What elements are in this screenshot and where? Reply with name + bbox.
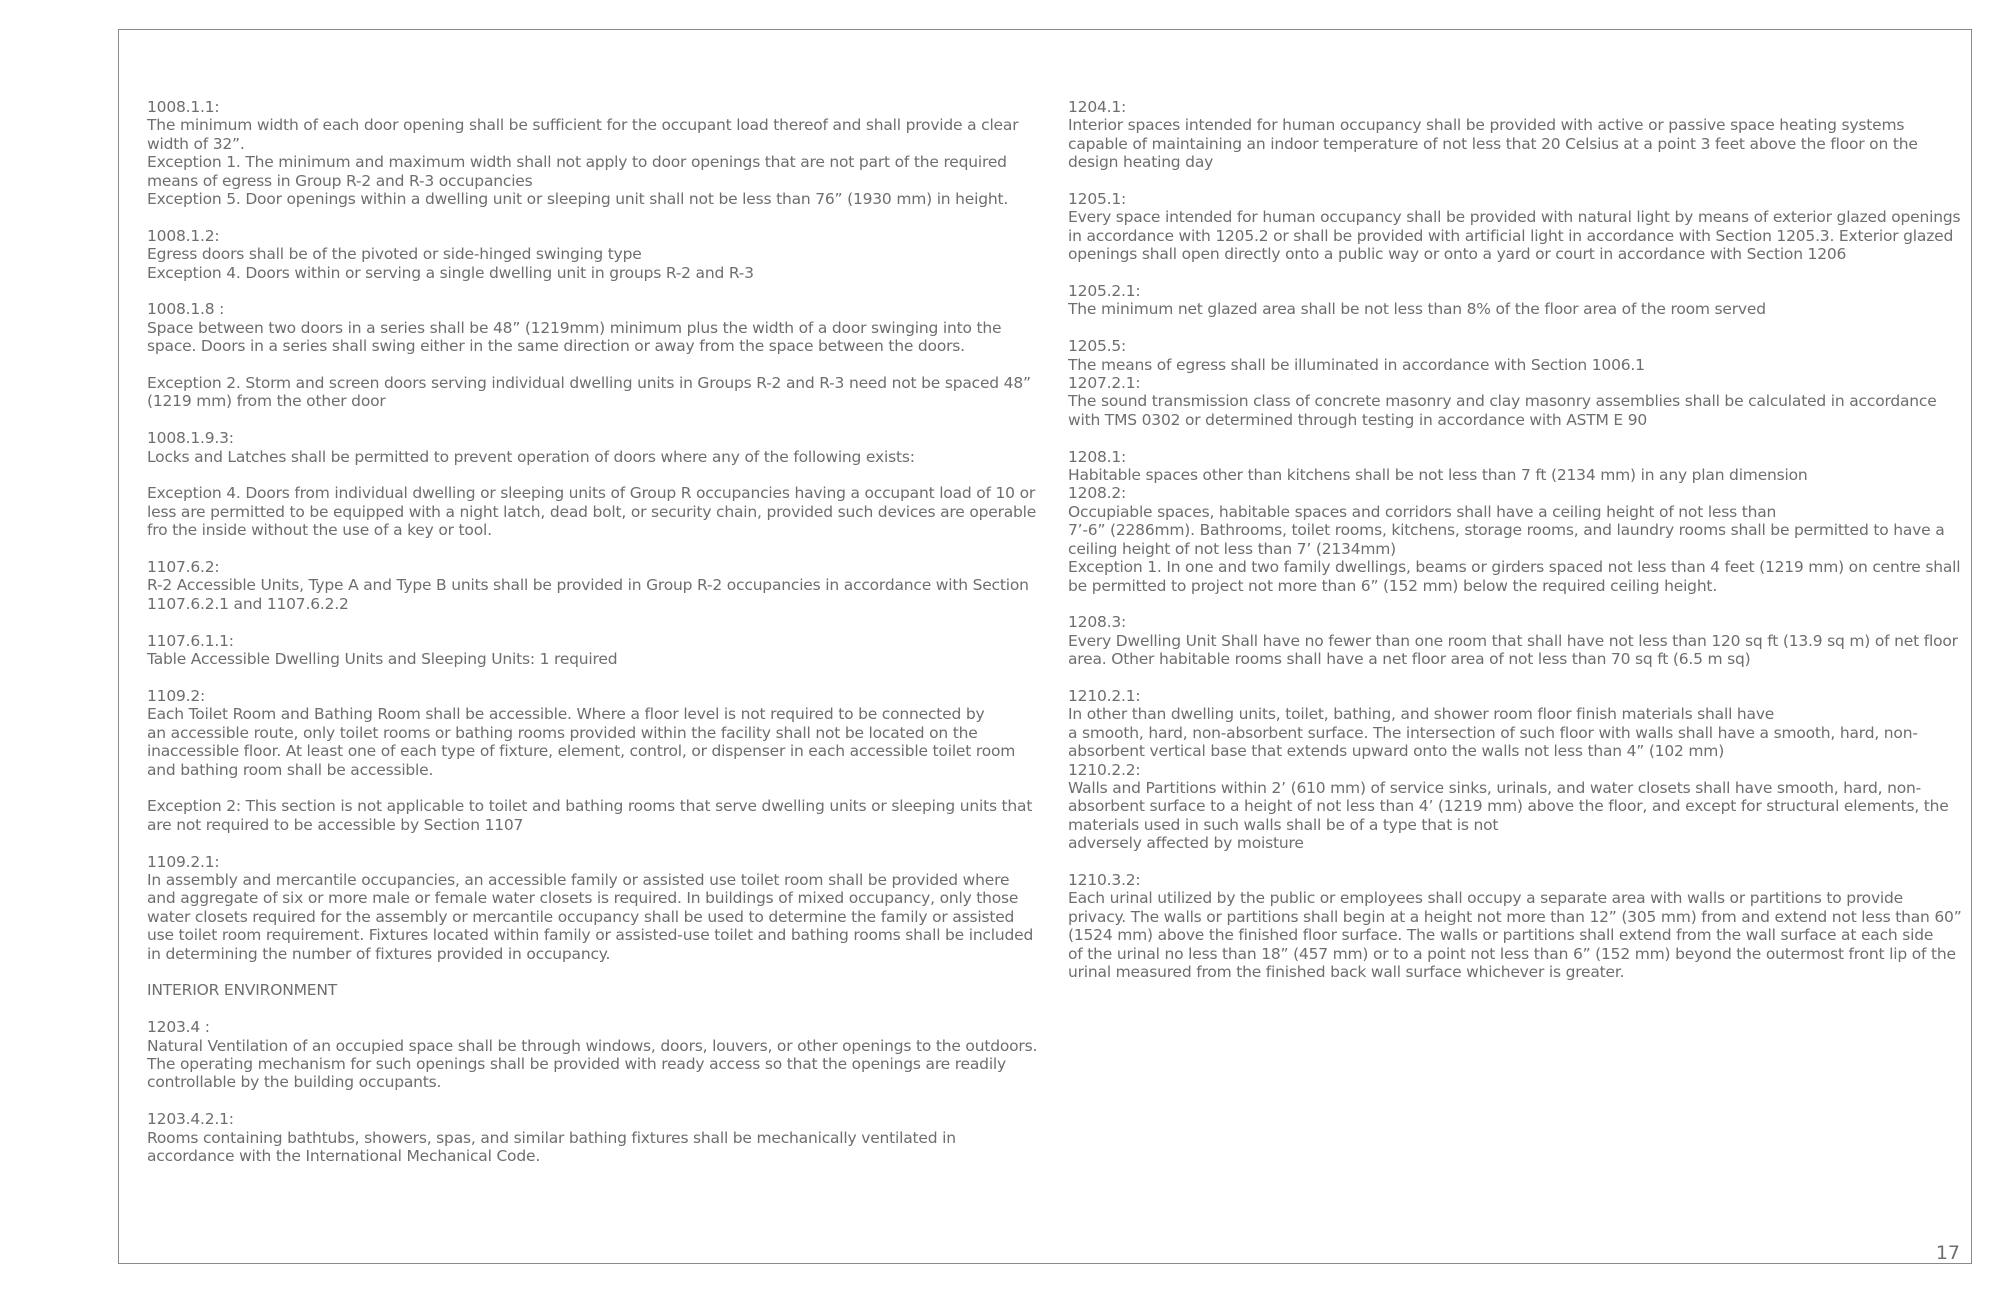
text-block	[147, 429, 1037, 466]
text-line: area. Other habitable rooms shall have a net floor area of not less than 70 sq ft (6.5 m sq)	[1068, 650, 1751, 669]
block-heading-line: 1207.2.1:	[1068, 374, 1141, 393]
text-line: Every space intended for human occupancy shall be provided with natural light by means of exterior glazed openings	[1068, 208, 1961, 227]
block-heading-line: 1008.1.8 :	[147, 300, 225, 319]
text-line: in accordance with 1205.2 or shall be provided with artificial light in accordance with Section 1205.3. Exterior glazed	[1068, 226, 1954, 245]
text-line: Exception 1. The minimum and maximum width shall not apply to door openings that are not part of the required	[147, 153, 1007, 172]
text-line: space. Doors in a series shall swing either in the same direction or away from the space between the doors.	[147, 337, 965, 356]
text-block	[147, 300, 1037, 355]
text-block	[1068, 448, 1962, 485]
text-line: of the urinal no less than 18” (457 mm) or to a point not less than 6” (152 mm) beyond the outermost front lip of the	[1068, 944, 1956, 963]
block-heading-line: 1205.1:	[1068, 190, 1127, 209]
text-block	[147, 227, 1037, 282]
text-line: The operating mechanism for such openings shall be provided with ready access so that the openings are readily	[147, 1054, 1007, 1073]
block-heading-line: 1109.2.1:	[147, 852, 220, 871]
text-line: and bathing room shall be accessible.	[147, 760, 434, 779]
text-line: (1524 mm) above the finished floor surface. The walls or partitions shall extend from the wall surface at each side	[1068, 926, 1934, 945]
text-block	[1068, 687, 1962, 761]
text-line: privacy. The walls or partitions shall begin at a height not more than 12” (305 mm) from and extend not less than 60”	[1068, 907, 1962, 926]
block-heading-line: 1203.4.2.1:	[147, 1110, 234, 1129]
text-line: capable of maintaining an indoor temperature of not less that 20 Celsius at a point 3 feet above the floor on the	[1068, 134, 1918, 153]
text-line: fro the inside without the use of a key or tool.	[147, 521, 492, 540]
block-heading-line: 1107.6.2:	[147, 558, 220, 577]
block-heading-line: 1109.2:	[147, 686, 206, 705]
text-block	[1068, 282, 1962, 319]
block-heading-line: Exception 4. Doors from individual dwelling or sleeping units of Group R occupancies having a occupant load of 10 or	[147, 484, 1036, 503]
block-heading-line: 1205.2.1:	[1068, 282, 1141, 301]
text-block	[147, 1018, 1037, 1092]
text-line: The means of egress shall be illuminated in accordance with Section 1006.1	[1068, 355, 1645, 374]
text-line: controllable by the building occupants.	[147, 1073, 442, 1092]
text-block	[1068, 337, 1962, 374]
block-heading-line: 1203.4 :	[147, 1018, 210, 1037]
text-line: Rooms containing bathtubs, showers, spas, and similar bathing fixtures shall be mechanically ventilated in	[147, 1128, 956, 1147]
text-block	[1068, 761, 1962, 853]
text-line: Exception 1. In one and two family dwellings, beams or girders spaced not less than 4 feet (1219 mm) on centre shall	[1068, 558, 1961, 577]
block-heading-line: 1008.1.2:	[147, 226, 220, 245]
block-heading-line: 1210.2.1:	[1068, 686, 1141, 705]
right-text-column	[1068, 98, 1962, 1000]
text-line: means of egress in Group R-2 and R-3 occupancies	[147, 171, 533, 190]
text-block	[1068, 190, 1962, 264]
text-line: width of 32”.	[147, 134, 245, 153]
text-line: 1107.6.2.1 and 1107.6.2.2	[147, 594, 349, 613]
block-heading-line: 1210.2.2:	[1068, 760, 1141, 779]
text-line: 7’-6” (2286mm). Bathrooms, toilet rooms, kitchens, storage rooms, and laundry rooms shall be permitted to have a	[1068, 521, 1945, 540]
text-line: Table Accessible Dwelling Units and Sleeping Units: 1 required	[147, 650, 618, 669]
text-line: with TMS 0302 or determined through testing in accordance with ASTM E 90	[1068, 410, 1648, 429]
text-block	[1068, 374, 1962, 429]
text-line: are not required to be accessible by Section 1107	[147, 815, 524, 834]
text-line: in determining the number of fixtures provided in occupancy.	[147, 944, 611, 963]
text-line: Walls and Partitions within 2’ (610 mm) of service sinks, urinals, and water closets shall have smooth, hard, non-	[1068, 778, 1922, 797]
text-line: absorbent surface to a height of not less than 4’ (1219 mm) above the floor, and except for structural elements, the	[1068, 797, 1949, 816]
block-heading-line: 1208.2:	[1068, 484, 1127, 503]
text-line: and aggregate of six or more male or female water closets is required. In buildings of mixed occupancy, only those	[147, 889, 1019, 908]
text-line: Exception 4. Doors within or serving a single dwelling unit in groups R-2 and R-3	[147, 263, 754, 282]
block-heading-line: 1210.3.2:	[1068, 870, 1141, 889]
text-block	[1068, 871, 1962, 981]
block-heading-line: 1107.6.1.1:	[147, 631, 234, 650]
text-line: less are permitted to be equipped with a night latch, dead bolt, or security chain, provided such devices are operable	[147, 502, 1037, 521]
text-line: Exception 5. Door openings within a dwelling unit or sleeping unit shall not be less than 76” (1930 mm) in height.	[147, 190, 1009, 209]
text-block	[147, 98, 1037, 208]
text-line: Each Toilet Room and Bathing Room shall be accessible. Where a floor level is not required to be connected by	[147, 705, 985, 724]
block-heading-line: INTERIOR ENVIRONMENT	[147, 981, 338, 1000]
text-block	[147, 374, 1037, 411]
text-line: Interior spaces intended for human occupancy shall be provided with active or passive space heating systems	[1068, 116, 1905, 135]
text-line: adversely affected by moisture	[1068, 834, 1304, 853]
block-heading-line: 1204.1:	[1068, 98, 1127, 116]
text-line: ceiling height of not less than 7’ (2134mm)	[1068, 539, 1397, 558]
text-block	[147, 853, 1037, 963]
block-heading-line: 1008.1.9.3:	[147, 429, 234, 448]
text-line: Habitable spaces other than kitchens shall be not less than 7 ft (2134 mm) in any plan dimension	[1068, 466, 1808, 485]
text-block	[147, 558, 1037, 613]
text-block	[147, 797, 1037, 834]
text-block	[147, 632, 1037, 669]
text-line: Each urinal utilized by the public or employees shall occupy a separate area with walls or partitions to provide	[1068, 889, 1904, 908]
page-number: 17	[1935, 1242, 1960, 1264]
text-line: openings shall open directly onto a public way or onto a yard or court in accordance with Section 1206	[1068, 245, 1847, 264]
text-line: Egress doors shall be of the pivoted or side-hinged swinging type	[147, 245, 642, 264]
block-heading-line: 1205.5:	[1068, 337, 1127, 356]
text-block	[147, 1110, 1037, 1165]
text-line: The minimum net glazed area shall be not less than 8% of the floor area of the room served	[1068, 300, 1766, 319]
block-heading-line: Exception 2: This section is not applicable to toilet and bathing rooms that serve dwelling units or sleeping units that	[147, 797, 1033, 816]
text-block	[1068, 613, 1962, 668]
text-line: an accessible route, only toilet rooms or bathing rooms provided within the facility shall not be located on the	[147, 723, 978, 742]
text-block	[1068, 484, 1962, 594]
text-line: In other than dwelling units, toilet, bathing, and shower room floor finish materials shall have	[1068, 705, 1775, 724]
text-block	[1068, 98, 1962, 172]
text-line: R-2 Accessible Units, Type A and Type B units shall be provided in Group R-2 occupancies in accordance with Section	[147, 576, 1029, 595]
block-heading-line: 1208.3:	[1068, 613, 1127, 632]
text-line: use toilet room requirement. Fixtures located within family or assisted-use toilet and bathing rooms shall be included	[147, 926, 1034, 945]
left-text-column	[147, 98, 1037, 1184]
text-line: be permitted to project not more than 6” (152 mm) below the required ceiling height.	[1068, 576, 1718, 595]
text-line: Locks and Latches shall be permitted to prevent operation of doors where any of the following exists:	[147, 447, 915, 466]
text-line: design heating day	[1068, 153, 1214, 172]
text-line: In assembly and mercantile occupancies, an accessible family or assisted use toilet room shall be provided where	[147, 870, 1010, 889]
text-line: Space between two doors in a series shall be 48” (1219mm) minimum plus the width of a door swinging into the	[147, 318, 1002, 337]
text-line: materials used in such walls shall be of a type that is not	[1068, 815, 1499, 834]
text-line: Occupiable spaces, habitable spaces and corridors shall have a ceiling height of not less than	[1068, 502, 1777, 521]
block-heading-line: 1208.1:	[1068, 447, 1127, 466]
block-heading-line: 1008.1.1:	[147, 98, 220, 116]
text-line: Natural Ventilation of an occupied space shall be through windows, doors, louvers, or other openings to the outdoors.	[147, 1036, 1038, 1055]
text-line: urinal measured from the finished back wall surface whichever is greater.	[1068, 962, 1625, 981]
text-line: inaccessible floor. At least one of each type of fixture, element, control, or dispenser in each accessible toilet room	[147, 742, 1016, 761]
text-line: water closets required for the assembly or mercantile occupancy shall be used to determine the family or assisted	[147, 907, 1015, 926]
text-line: absorbent vertical base that extends upward onto the walls not less than 4” (102 mm)	[1068, 742, 1725, 761]
text-block	[147, 981, 1037, 999]
block-heading-line: Exception 2. Storm and screen doors serving individual dwelling units in Groups R-2 and R-3 need not be spaced 48”	[147, 374, 1031, 393]
text-line: The minimum width of each door opening shall be sufficient for the occupant load thereof and shall provide a clear	[147, 116, 1019, 135]
text-line: The sound transmission class of concrete masonry and clay masonry assemblies shall be calculated in accordance	[1068, 392, 1937, 411]
text-block	[147, 484, 1037, 539]
text-line: Every Dwelling Unit Shall have no fewer than one room that shall have not less than 120 sq ft (13.9 sq m) of net floor	[1068, 631, 1958, 650]
text-block	[147, 687, 1037, 779]
text-line: a smooth, hard, non-absorbent surface. The intersection of such floor with walls shall have a smooth, hard, non-	[1068, 723, 1918, 742]
text-line: (1219 mm) from the other door	[147, 392, 386, 411]
text-line: accordance with the International Mechanical Code.	[147, 1146, 541, 1165]
